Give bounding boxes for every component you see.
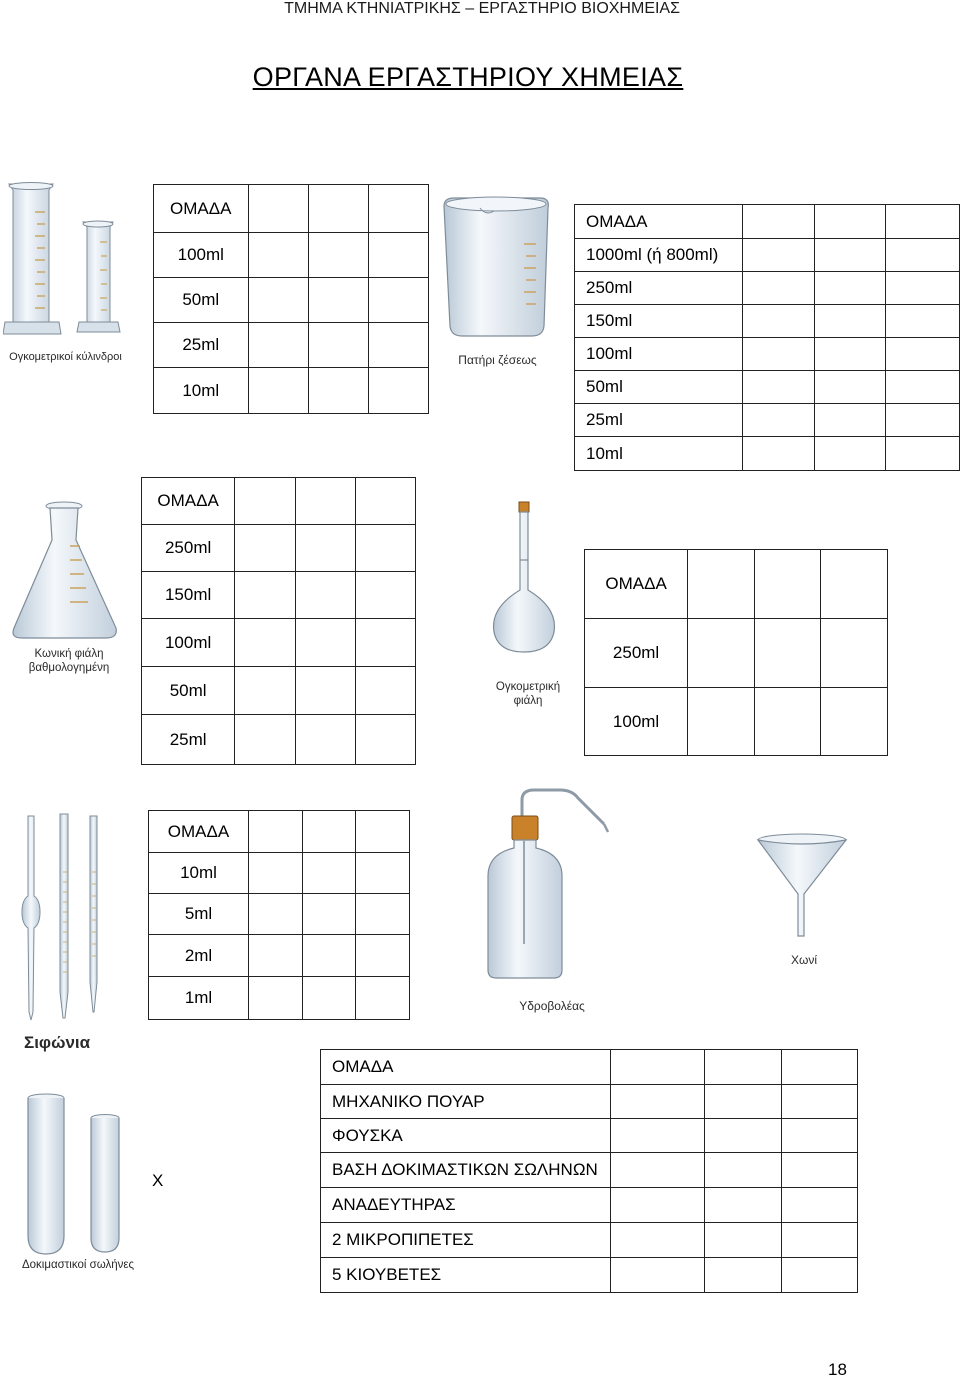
empty-cell[interactable] xyxy=(743,437,815,471)
empty-cell[interactable] xyxy=(743,272,815,305)
erlenmeyer-table xyxy=(141,477,416,765)
equipment-header: ΟΜΑΔΑ xyxy=(321,1050,611,1085)
empty-cell[interactable] xyxy=(356,715,416,765)
empty-cell[interactable] xyxy=(814,404,886,437)
empty-cell[interactable] xyxy=(754,688,821,756)
empty-cell[interactable] xyxy=(249,894,303,935)
empty-cell[interactable] xyxy=(705,1258,782,1293)
empty-cell[interactable] xyxy=(248,368,308,414)
pipettes-row-label: 1ml xyxy=(149,977,249,1020)
empty-cell[interactable] xyxy=(814,371,886,404)
erlenmeyer-row-label: 50ml xyxy=(142,667,235,715)
cylinders-row-label: 100ml xyxy=(154,233,249,278)
empty-cell[interactable] xyxy=(302,811,356,853)
empty-cell[interactable] xyxy=(743,338,815,371)
empty-cell[interactable] xyxy=(705,1188,782,1223)
empty-cell[interactable] xyxy=(235,478,296,525)
empty-cell[interactable] xyxy=(308,368,368,414)
volumetric-caption-line2: φιάλη xyxy=(513,695,543,707)
empty-cell[interactable] xyxy=(248,278,308,323)
empty-cell[interactable] xyxy=(743,239,815,272)
empty-cell[interactable] xyxy=(356,977,410,1020)
cylinders-row-label: 50ml xyxy=(154,278,249,323)
pipettes-row-label: 2ml xyxy=(149,935,249,977)
pipettes-row-label: 10ml xyxy=(149,853,249,894)
empty-cell[interactable] xyxy=(782,1085,858,1119)
empty-cell[interactable] xyxy=(782,1153,858,1188)
empty-cell[interactable] xyxy=(754,550,821,619)
beakers-row-label: 100ml xyxy=(575,338,743,371)
empty-cell[interactable] xyxy=(782,1258,858,1293)
empty-cell[interactable] xyxy=(356,935,410,977)
equipment-row-label: ΑΝΑΔΕΥΤΗΡΑΣ xyxy=(321,1188,611,1223)
empty-cell[interactable] xyxy=(754,619,821,688)
empty-cell[interactable] xyxy=(295,667,356,715)
empty-cell[interactable] xyxy=(248,323,308,368)
erlenmeyer-caption-line2: βαθμολογημένη xyxy=(28,662,110,674)
empty-cell[interactable] xyxy=(248,185,308,233)
empty-cell[interactable] xyxy=(610,1223,704,1258)
beakers-table xyxy=(574,204,960,471)
empty-cell[interactable] xyxy=(705,1153,782,1188)
empty-cell[interactable] xyxy=(249,977,303,1020)
empty-cell[interactable] xyxy=(302,977,356,1020)
empty-cell[interactable] xyxy=(356,619,416,667)
beakers-header: ΟΜΑΔΑ xyxy=(575,205,743,239)
empty-cell[interactable] xyxy=(821,550,888,619)
empty-cell[interactable] xyxy=(302,853,356,894)
funnel-figure xyxy=(756,832,852,942)
beakers-row-label: 25ml xyxy=(575,404,743,437)
empty-cell[interactable] xyxy=(295,478,356,525)
pipettes-caption: Σιφώνια xyxy=(24,1033,91,1052)
empty-cell[interactable] xyxy=(295,572,356,619)
empty-cell[interactable] xyxy=(368,368,428,414)
test-tubes-figure xyxy=(24,1092,134,1258)
volumetric-row-label: 100ml xyxy=(585,688,688,756)
cylinders-row-label: 10ml xyxy=(154,368,249,414)
page-title: ΟΡΓΑΝΑ ΕΡΓΑΣΤΗΡΙΟΥ ΧΗΜΕΙΑΣ xyxy=(252,62,684,92)
volumetric-row-label: 250ml xyxy=(585,619,688,688)
empty-cell[interactable] xyxy=(782,1188,858,1223)
empty-cell[interactable] xyxy=(610,1258,704,1293)
cylinders-table xyxy=(153,184,429,414)
empty-cell[interactable] xyxy=(705,1119,782,1153)
volumetric-header: ΟΜΑΔΑ xyxy=(585,550,688,619)
empty-cell[interactable] xyxy=(814,272,886,305)
empty-cell[interactable] xyxy=(814,305,886,338)
empty-cell[interactable] xyxy=(308,323,368,368)
side-mark: Χ xyxy=(152,1171,164,1190)
erlenmeyer-row-label: 25ml xyxy=(142,715,235,765)
empty-cell[interactable] xyxy=(368,233,428,278)
empty-cell[interactable] xyxy=(886,239,960,272)
empty-cell[interactable] xyxy=(356,478,416,525)
empty-cell[interactable] xyxy=(356,853,410,894)
pipettes-row-label: 5ml xyxy=(149,894,249,935)
empty-cell[interactable] xyxy=(249,853,303,894)
wash-bottle-figure xyxy=(486,784,614,984)
volumetric-caption xyxy=(484,680,572,708)
empty-cell[interactable] xyxy=(814,239,886,272)
empty-cell[interactable] xyxy=(235,572,296,619)
beaker-figure xyxy=(440,194,555,344)
empty-cell[interactable] xyxy=(248,233,308,278)
cylinders-header: ΟΜΑΔΑ xyxy=(154,185,249,233)
funnel-caption: Χωνί xyxy=(790,953,818,967)
empty-cell[interactable] xyxy=(368,323,428,368)
empty-cell[interactable] xyxy=(302,894,356,935)
beaker-caption: Πατήρι ζέσεως xyxy=(458,353,537,367)
volumetric-flask-figure xyxy=(492,500,562,670)
erlenmeyer-caption xyxy=(14,647,124,675)
erlenmeyer-row-label: 250ml xyxy=(142,525,235,572)
empty-cell[interactable] xyxy=(356,572,416,619)
empty-cell[interactable] xyxy=(610,1085,704,1119)
empty-cell[interactable] xyxy=(610,1188,704,1223)
empty-cell[interactable] xyxy=(814,205,886,239)
empty-cell[interactable] xyxy=(610,1153,704,1188)
empty-cell[interactable] xyxy=(886,437,960,471)
cylinders-caption: Ογκομετρικοί κύλινδροι xyxy=(9,351,122,363)
beakers-row-label: 150ml xyxy=(575,305,743,338)
erlenmeyer-caption-line1: Κωνική φιάλη xyxy=(34,648,104,660)
empty-cell[interactable] xyxy=(610,1119,704,1153)
beakers-row-label: 250ml xyxy=(575,272,743,305)
cylinders-row-label: 25ml xyxy=(154,323,249,368)
empty-cell[interactable] xyxy=(688,550,755,619)
volumetric-caption-line1: Ογκομετρική xyxy=(495,681,561,693)
empty-cell[interactable] xyxy=(356,667,416,715)
erlenmeyer-figure xyxy=(12,500,122,645)
pipettes-table xyxy=(148,810,410,1020)
empty-cell[interactable] xyxy=(610,1050,704,1085)
empty-cell[interactable] xyxy=(705,1223,782,1258)
empty-cell[interactable] xyxy=(743,305,815,338)
test-tubes-caption: Δοκιμαστικοί σωλήνες xyxy=(21,1259,135,1271)
empty-cell[interactable] xyxy=(368,278,428,323)
empty-cell[interactable] xyxy=(886,404,960,437)
empty-cell[interactable] xyxy=(886,305,960,338)
empty-cell[interactable] xyxy=(782,1119,858,1153)
empty-cell[interactable] xyxy=(249,811,303,853)
erlenmeyer-row-label: 150ml xyxy=(142,572,235,619)
empty-cell[interactable] xyxy=(782,1223,858,1258)
empty-cell[interactable] xyxy=(356,525,416,572)
empty-cell[interactable] xyxy=(249,935,303,977)
empty-cell[interactable] xyxy=(743,205,815,239)
empty-cell[interactable] xyxy=(705,1050,782,1085)
equipment-row-label: 2 ΜΙΚΡΟΠΙΠΕΤΕΣ xyxy=(321,1223,611,1258)
equipment-row-label: ΦΟΥΣΚΑ xyxy=(321,1119,611,1153)
empty-cell[interactable] xyxy=(295,619,356,667)
equipment-row-label: 5 ΚΙΟΥΒΕΤΕΣ xyxy=(321,1258,611,1293)
empty-cell[interactable] xyxy=(821,619,888,688)
empty-cell[interactable] xyxy=(308,185,368,233)
empty-cell[interactable] xyxy=(782,1050,858,1085)
empty-cell[interactable] xyxy=(235,667,296,715)
empty-cell[interactable] xyxy=(688,688,755,756)
beakers-row-label: 10ml xyxy=(575,437,743,471)
graduated-cylinders-figure xyxy=(3,182,128,342)
empty-cell[interactable] xyxy=(235,715,296,765)
empty-cell[interactable] xyxy=(705,1085,782,1119)
volumetric-table xyxy=(584,549,888,756)
page-header xyxy=(0,0,960,18)
empty-cell[interactable] xyxy=(886,272,960,305)
empty-cell[interactable] xyxy=(821,688,888,756)
empty-cell[interactable] xyxy=(814,338,886,371)
wash-bottle-caption: Υδροβολέας xyxy=(519,999,585,1013)
beakers-row-label: 1000ml (ή 800ml) xyxy=(575,239,743,272)
empty-cell[interactable] xyxy=(356,811,410,853)
empty-cell[interactable] xyxy=(308,233,368,278)
page-number: 18 xyxy=(828,1360,847,1379)
erlenmeyer-header: ΟΜΑΔΑ xyxy=(142,478,235,525)
pipettes-header: ΟΜΑΔΑ xyxy=(149,811,249,853)
empty-cell[interactable] xyxy=(743,404,815,437)
equipment-row-label: ΒΑΣΗ ΔΟΚΙΜΑΣΤΙΚΩΝ ΣΩΛΗΝΩΝ xyxy=(321,1153,611,1188)
empty-cell[interactable] xyxy=(302,935,356,977)
erlenmeyer-row-label: 100ml xyxy=(142,619,235,667)
equipment-row-label: ΜΗΧΑΝΙΚΟ ΠΟΥΑΡ xyxy=(321,1085,611,1119)
empty-cell[interactable] xyxy=(368,185,428,233)
empty-cell[interactable] xyxy=(743,371,815,404)
empty-cell[interactable] xyxy=(295,525,356,572)
empty-cell[interactable] xyxy=(886,205,960,239)
beakers-row-label: 50ml xyxy=(575,371,743,404)
empty-cell[interactable] xyxy=(235,619,296,667)
empty-cell[interactable] xyxy=(886,371,960,404)
empty-cell[interactable] xyxy=(688,619,755,688)
empty-cell[interactable] xyxy=(814,437,886,471)
equipment-table xyxy=(320,1049,858,1293)
empty-cell[interactable] xyxy=(235,525,296,572)
pipettes-figure xyxy=(18,812,108,1024)
empty-cell[interactable] xyxy=(308,278,368,323)
empty-cell[interactable] xyxy=(295,715,356,765)
empty-cell[interactable] xyxy=(356,894,410,935)
header-text: ΤΜΗΜΑ ΚΤΗΝΙΑΤΡΙΚΗΣ – ΕΡΓΑΣΤΗΡΙΟ ΒΙΟΧΗΜΕΙΑΣ xyxy=(284,0,680,17)
empty-cell[interactable] xyxy=(886,338,960,371)
